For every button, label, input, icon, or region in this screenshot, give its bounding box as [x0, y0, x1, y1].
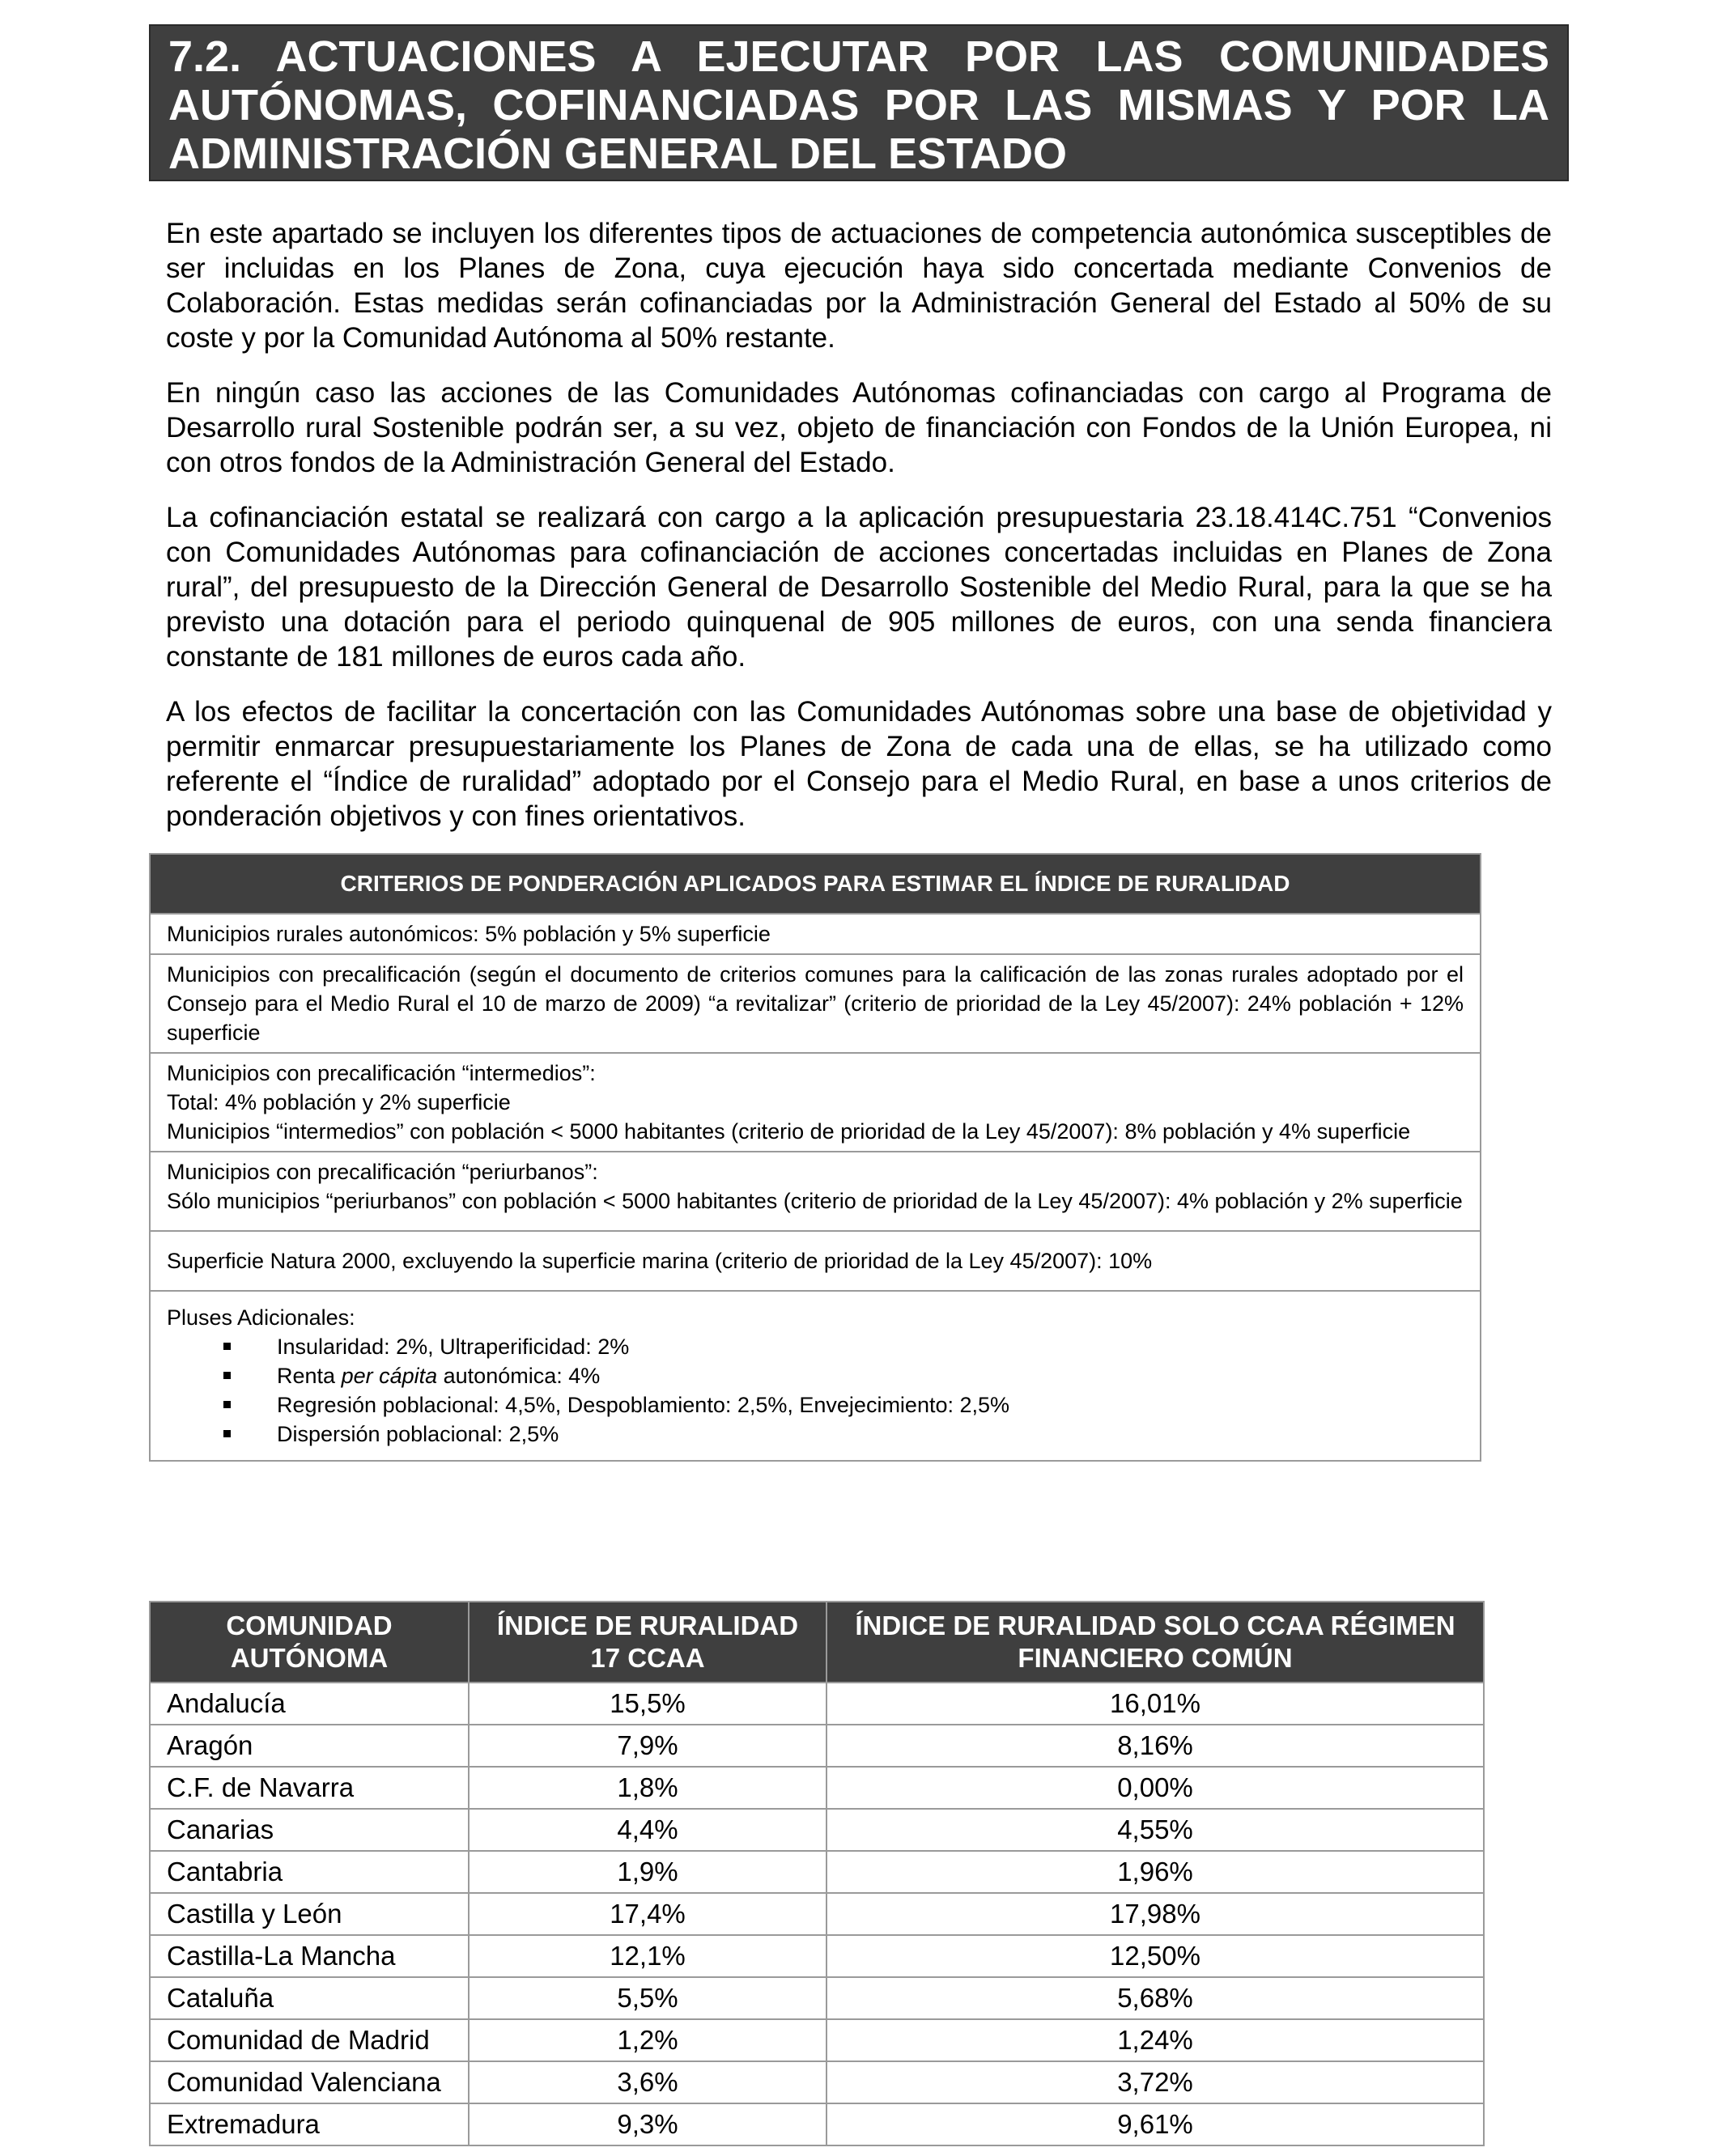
- index-regimen-comun: 12,50%: [827, 1935, 1484, 1977]
- community-name: Castilla-La Mancha: [150, 1935, 469, 1977]
- criteria-text: Superficie Natura 2000, excluyendo la superficie marina (criterio de prioridad de la Ley 45/2007): 10%: [167, 1249, 1153, 1273]
- index-17-ccaa: 1,2%: [469, 2019, 827, 2061]
- index-regimen-comun: 0,00%: [827, 1767, 1484, 1809]
- column-header: COMUNIDAD AUTÓNOMA: [150, 1602, 469, 1683]
- criteria-text: Municipios “intermedios” con población < 5000 habitantes (criterio de prioridad de la Ley 45/2007): 8% población y 4% superficie: [167, 1119, 1411, 1144]
- index-regimen-comun: 3,72%: [827, 2061, 1484, 2103]
- index-17-ccaa: 5,5%: [469, 1977, 827, 2019]
- criteria-text: Municipios con precalificación (según el documento de criterios comunes para la calificación de las zonas rurales adoptado por el Consejo para el Medio Rural el 10 de marzo de 2009) “a revitalizar” (criterio de prioridad de la Ley 45/2007): 24% población + 12% superficie: [167, 962, 1464, 1045]
- index-regimen-comun: 16,01%: [827, 1683, 1484, 1725]
- index-17-ccaa: 12,1%: [469, 1935, 827, 1977]
- index-regimen-comun: 1,96%: [827, 1851, 1484, 1893]
- table-row: [150, 1851, 1484, 1893]
- index-17-ccaa: 1,9%: [469, 1851, 827, 1893]
- criteria-text: Municipios con precalificación “intermedios”:: [167, 1061, 596, 1085]
- table-row: [150, 1683, 1484, 1725]
- index-17-ccaa: 17,4%: [469, 1893, 827, 1935]
- index-17-ccaa: 7,9%: [469, 1725, 827, 1767]
- index-regimen-comun: 8,16%: [827, 1725, 1484, 1767]
- criteria-row: [151, 1292, 1480, 1460]
- community-name: Cantabria: [150, 1851, 469, 1893]
- index-17-ccaa: 15,5%: [469, 1683, 827, 1725]
- paragraph: En ningún caso las acciones de las Comunidades Autónomas cofinanciadas con cargo al Programa de Desarrollo rural Sostenible podrán ser, a su vez, objeto de financiación con Fondos de la Unión Europea, ni con otros fondos de la Administración General del Estado.: [166, 377, 1552, 478]
- index-regimen-comun: 5,68%: [827, 1977, 1484, 2019]
- criteria-row: [151, 1232, 1480, 1292]
- list-item-text: Renta: [277, 1364, 342, 1388]
- criteria-text: Municipios rurales autonómicos: 5% población y 5% superficie: [167, 922, 771, 946]
- community-name: Castilla y León: [150, 1893, 469, 1935]
- index-regimen-comun: 4,55%: [827, 1809, 1484, 1851]
- table-row: [150, 1809, 1484, 1851]
- paragraph: En este apartado se incluyen los diferentes tipos de actuaciones de competencia autonómica susceptibles de ser incluidas en los Planes de Zona, cuya ejecución haya sido concertada mediante Convenios de Colaboración. Estas medidas serán cofinanciadas por la Administración General del Estado al 50% de su coste y por la Comunidad Autónoma al 50% restante.: [166, 218, 1552, 354]
- index-regimen-comun: 1,24%: [827, 2019, 1484, 2061]
- list-item: Regresión poblacional: 4,5%, Despoblamiento: 2,5%, Envejecimiento: 2,5%: [223, 1390, 1464, 1420]
- paragraph: La cofinanciación estatal se realizará con cargo a la aplicación presupuestaria 23.18.414C.751 “Convenios con Comunidades Autónomas para cofinanciación de acciones concertadas incluidas en Planes de Zona rural”, del presupuesto de la Dirección General de Desarrollo Sostenible del Medio Rural, para la que se ha previsto una dotación para el periodo quinquenal de 905 millones de euros, con una senda financiera constante de 181 millones de euros cada año.: [166, 502, 1552, 673]
- table-row: [150, 2103, 1484, 2145]
- criteria-text: Pluses Adicionales:: [167, 1305, 355, 1330]
- index-regimen-comun: 17,98%: [827, 1893, 1484, 1935]
- community-name: C.F. de Navarra: [150, 1767, 469, 1809]
- criteria-row: [151, 915, 1480, 955]
- rurality-table: [149, 1601, 1485, 2146]
- criteria-text: Total: 4% población y 2% superficie: [167, 1090, 511, 1114]
- index-17-ccaa: 9,3%: [469, 2103, 827, 2145]
- criteria-row: [151, 1152, 1480, 1232]
- table-row: [150, 2061, 1484, 2103]
- column-header: ÍNDICE DE RURALIDAD SOLO CCAA RÉGIMEN FINANCIERO COMÚN: [827, 1602, 1484, 1683]
- table-row: [150, 1977, 1484, 2019]
- index-17-ccaa: 3,6%: [469, 2061, 827, 2103]
- table-row: [150, 1725, 1484, 1767]
- criteria-text: Municipios con precalificación “periurbanos”:: [167, 1160, 598, 1184]
- heading-line: ADMINISTRACIÓN GENERAL DEL ESTADO: [168, 129, 1068, 178]
- table-row: [150, 1767, 1484, 1809]
- list-item: Dispersión poblacional: 2,5%: [223, 1420, 1464, 1449]
- list-item-italic: per cápita: [341, 1364, 438, 1388]
- community-name: Cataluña: [150, 1977, 469, 2019]
- section-heading: [149, 24, 1569, 181]
- bullet-list: [167, 1332, 1464, 1449]
- community-name: Aragón: [150, 1725, 469, 1767]
- community-name: Comunidad Valenciana: [150, 2061, 469, 2103]
- criteria-title: CRITERIOS DE PONDERACIÓN APLICADOS PARA ESTIMAR EL ÍNDICE DE RURALIDAD: [151, 855, 1480, 915]
- table-header-row: [150, 1602, 1484, 1683]
- table-row: [150, 1935, 1484, 1977]
- criteria-row: [151, 1054, 1480, 1152]
- heading-line: AUTÓNOMAS, COFINANCIADAS POR LAS MISMAS Y POR LA: [168, 81, 1549, 129]
- list-item: Insularidad: 2%, Ultraperificidad: 2%: [223, 1332, 1464, 1361]
- index-regimen-comun: 9,61%: [827, 2103, 1484, 2145]
- list-item: [223, 1361, 1464, 1390]
- list-item-text: autonómica: 4%: [437, 1364, 601, 1388]
- paragraph: A los efectos de facilitar la concertación con las Comunidades Autónomas sobre una base de objetividad y permitir enmarcar presupuestariamente los Planes de Zona de cada una de ellas, se ha utilizado como referente el “Índice de ruralidad” adoptado por el Consejo para el Medio Rural, en base a unos criterios de ponderación objetivos y con fines orientativos.: [166, 696, 1552, 832]
- community-name: Comunidad de Madrid: [150, 2019, 469, 2061]
- table-row: [150, 1893, 1484, 1935]
- heading-line: 7.2. ACTUACIONES A EJECUTAR POR LAS COMUNIDADES: [168, 32, 1549, 81]
- index-17-ccaa: 4,4%: [469, 1809, 827, 1851]
- community-name: Andalucía: [150, 1683, 469, 1725]
- body-text: [166, 216, 1552, 854]
- table-row: [150, 2019, 1484, 2061]
- community-name: Canarias: [150, 1809, 469, 1851]
- community-name: Extremadura: [150, 2103, 469, 2145]
- criteria-row: [151, 955, 1480, 1054]
- criteria-text: Sólo municipios “periurbanos” con población < 5000 habitantes (criterio de prioridad de la Ley 45/2007): 4% población y 2% superficie: [167, 1189, 1463, 1213]
- criteria-table: [149, 853, 1481, 1462]
- index-17-ccaa: 1,8%: [469, 1767, 827, 1809]
- column-header: ÍNDICE DE RURALIDAD 17 CCAA: [469, 1602, 827, 1683]
